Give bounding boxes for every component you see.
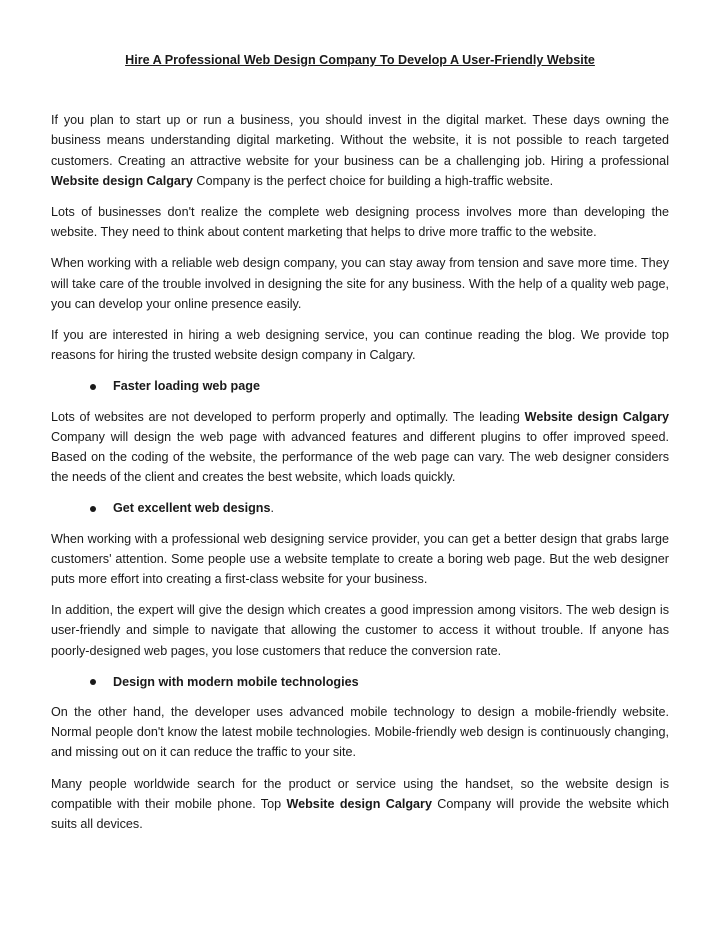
paragraph-6: When working with a professional web designing service provider, you can get a better design that grabs large customers' attention. Some people use a website template to create a boring web page. But the web designer puts more effort into creating a first-class website for your business. <box>51 531 669 587</box>
bullet-suffix: . <box>270 501 274 516</box>
page-title: Hire A Professional Web Design Company To Develop A User-Friendly Website <box>125 53 595 67</box>
bold-keyword: Website design Calgary <box>524 409 669 424</box>
paragraph-9 <box>51 774 669 835</box>
paragraph-5 <box>51 407 669 488</box>
bullet-label: Design with modern mobile technologies <box>113 674 359 689</box>
text: Company will design the web page with advanced features and different plugins to offer improved speed. Based on the coding of the website, the performance of the web page can vary. The web designer considers the needs of the client and creates the best website, which loads quickly. <box>51 429 669 485</box>
paragraph-8: On the other hand, the developer uses advanced mobile technology to design a mobile-friendly website. Normal people don't know the latest mobile technologies. Mobile-friendly web design is continuously changing, and missing out on it can reduce the traffic to your site. <box>51 705 669 760</box>
text: If you plan to start up or run a business, you should invest in the digital market. These days owning the business means understanding digital marketing. Without the website, it is not possible to reach targeted customers. Creating an attractive website for your business can be a challenging job. Hiring a professional <box>51 113 669 168</box>
text: Lots of websites are not developed to perform properly and optimally. The leading <box>51 409 525 424</box>
paragraph-2: Lots of businesses don't realize the complete web designing process involves more than developing the website. They need to think about content marketing that helps to drive more traffic to the website. <box>51 205 669 240</box>
bold-keyword: Website design Calgary <box>286 796 432 811</box>
paragraph-3: When working with a reliable web design company, you can stay away from tension and save more time. They will take care of the trouble involved in designing the site for any business. With the help of a quality web page, you can develop your online presence easily. <box>51 256 669 311</box>
text: Many people worldwide search for the product or service using the handset, so the website design is compatible with their mobile phone. Top <box>51 776 669 811</box>
bold-keyword: Website design Calgary <box>51 173 193 188</box>
bullet-item-excellent-designs <box>51 498 669 518</box>
bullet-item-faster-loading <box>51 376 669 396</box>
bullet-label: Get excellent web designs <box>113 501 271 516</box>
bullet-icon <box>90 384 96 390</box>
bullet-icon <box>90 506 96 512</box>
text: Company is the perfect choice for building a high-traffic website. <box>192 173 554 188</box>
paragraph-7: In addition, the expert will give the design which creates a good impression among visitors. The web design is user-friendly and simple to navigate that allowing the customer to access it without trouble. If anyone has poorly-designed web pages, you lose customers that reduce the conversion rate. <box>51 603 669 658</box>
bullet-label: Faster loading web page <box>113 379 260 394</box>
bullet-icon <box>90 679 96 685</box>
paragraph-4: If you are interested in hiring a web designing service, you can continue reading the blog. We provide top reasons for hiring the trusted website design company in Calgary. <box>51 328 669 363</box>
bullet-item-mobile-technologies <box>51 672 669 692</box>
paragraph-intro <box>51 110 669 191</box>
text: Company will provide the website which suits all devices. <box>51 796 669 832</box>
